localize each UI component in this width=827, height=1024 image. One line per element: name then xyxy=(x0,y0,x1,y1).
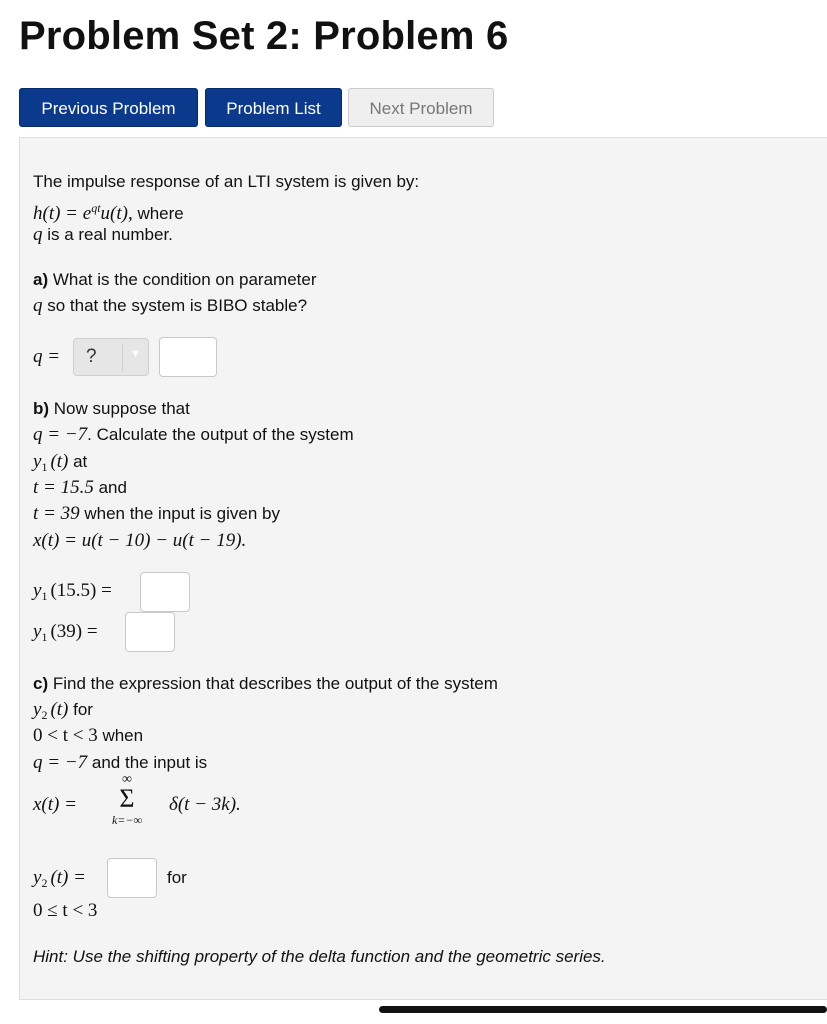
part-b-t2: t = 39 when the input is given by xyxy=(33,503,280,524)
problem-body xyxy=(19,137,827,1000)
part-c-answer-label: $y_2$ (t) = xyxy=(33,867,86,890)
previous-problem-button[interactable]: Previous Problem xyxy=(19,88,198,127)
home-indicator xyxy=(379,1006,827,1013)
chevron-down-icon: ▼ xyxy=(130,348,141,360)
part-b-t1: t = 15.5 and xyxy=(33,477,127,498)
part-a-answer-label: q = xyxy=(33,346,61,367)
part-a-question-cont: q so that the system is BIBO stable? xyxy=(33,295,308,316)
part-b-input-formula: x(t) = u(t − 10) − u(t − 19). xyxy=(33,530,247,551)
part-c-q-value: q = −7 and the input is xyxy=(33,752,208,773)
part-c-y2: $y_2$ (t) for xyxy=(33,699,93,722)
part-c-range: 0 < t < 3 when xyxy=(33,725,144,746)
next-problem-button[interactable]: Next Problem xyxy=(348,88,494,127)
part-b-q-value: q = −7. Calculate the output of the system xyxy=(33,424,354,445)
page-title: Problem Set 2: Problem 6 xyxy=(19,14,509,58)
y2-answer-field[interactable] xyxy=(107,858,157,898)
q-real-text: q is a real number. xyxy=(33,224,173,245)
part-a-question: a) What is the condition on parameter xyxy=(33,270,317,289)
part-b-answer2-label: $y_1$ (39) = xyxy=(33,621,98,644)
intro-text: The impulse response of an LTI system is given by: xyxy=(33,172,420,191)
part-c-input-lhs: x(t) = xyxy=(33,794,77,815)
part-b-question: b) Now suppose that xyxy=(33,399,190,418)
part-b-y1: $y_1$ (t) at xyxy=(33,451,88,474)
part-c-input-rhs: δ(t − 3k). xyxy=(169,794,241,815)
hint-text: Hint: Use the shifting property of the delta function and the geometric series. xyxy=(33,947,606,966)
part-c-question: c) Find the expression that describes the output of the system xyxy=(33,674,498,693)
part-a-condition-select[interactable]: ? ▼ xyxy=(73,338,149,376)
y1-39-answer-field[interactable] xyxy=(125,612,175,652)
part-c-answer-for: for xyxy=(167,868,187,887)
impulse-response-formula: $h(t) = e^{qt}u(t)$, where xyxy=(33,201,184,224)
part-b-answer1-label: $y_1$ (15.5) = xyxy=(33,580,112,603)
y1-15-5-answer-field[interactable] xyxy=(140,572,190,612)
part-c-answer-range: 0 ≤ t < 3 xyxy=(33,900,98,921)
summation-symbol: ∞ Σ k=−∞ xyxy=(111,772,143,827)
part-a-answer-field[interactable] xyxy=(159,337,217,377)
problem-list-button[interactable]: Problem List xyxy=(205,88,342,127)
